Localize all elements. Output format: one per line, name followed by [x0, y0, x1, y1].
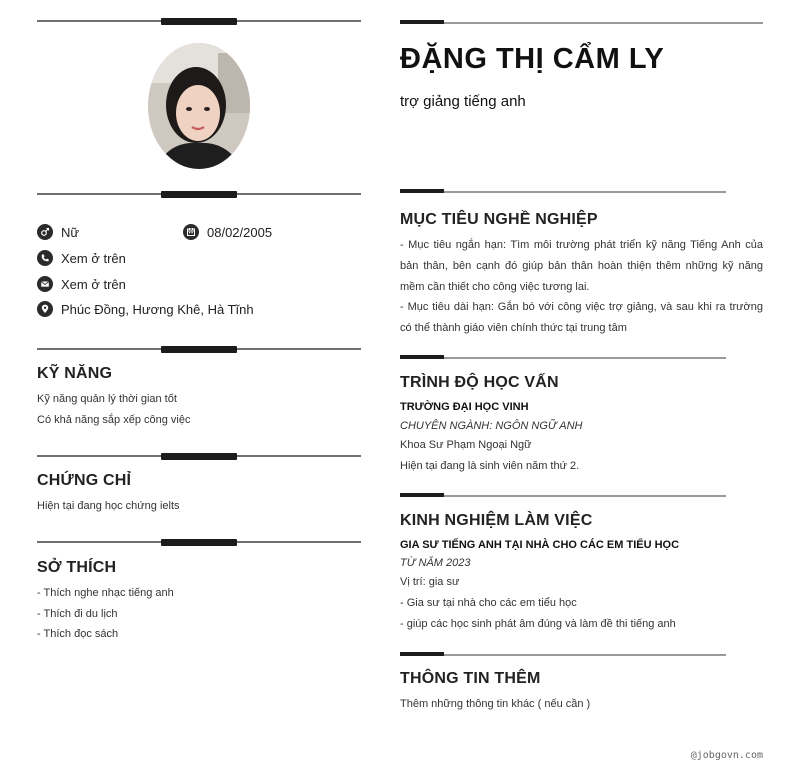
skill-item: Kỹ năng quản lý thời gian tốt — [37, 393, 177, 405]
objective-long-term: - Mục tiêu dài hạn: Gắn bó với công việc trợ giảng, và sau khi ra trường có thể thành giáo viên chính thức tại trung tâm — [400, 301, 763, 334]
calendar-icon — [183, 224, 199, 240]
hobbies-title: SỞ THÍCH — [37, 559, 117, 576]
email-value: Xem ở trên — [61, 276, 126, 292]
phone-icon — [37, 250, 53, 266]
skill-item: Có khả năng sắp xếp công việc — [37, 414, 191, 426]
objective-title: MỤC TIÊU NGHỀ NGHIỆP — [400, 211, 598, 228]
divider-skills — [37, 343, 361, 355]
experience-title: KINH NGHIỆM LÀM VIỆC — [400, 512, 593, 529]
email-row — [37, 276, 126, 292]
hobby-item: - Thích đọc sách — [37, 628, 119, 640]
candidate-name: ĐẶNG THỊ CẨM LY — [400, 43, 665, 75]
address-value: Phúc Đồng, Hương Khê, Hà Tĩnh — [61, 301, 254, 317]
education-major: CHUYÊN NGÀNH: NGÔN NGỮ ANH — [400, 420, 583, 432]
divider-certificates — [37, 450, 361, 462]
email-icon — [37, 276, 53, 292]
divider-extra — [400, 652, 726, 660]
address-row — [37, 301, 254, 317]
experience-position: Vị trí: gia sư — [400, 576, 460, 588]
location-icon — [37, 301, 53, 317]
divider-header — [400, 20, 763, 28]
avatar — [148, 43, 250, 169]
extra-text: Thêm những thông tin khác ( nếu cần ) — [400, 698, 591, 710]
hobby-item: - Thích nghe nhạc tiếng anh — [37, 587, 174, 599]
gender-row — [37, 224, 79, 240]
divider-under-photo — [37, 188, 361, 200]
experience-job: GIA SƯ TIẾNG ANH TẠI NHÀ CHO CÁC EM TIỂU HỌC — [400, 539, 680, 551]
divider-education — [400, 355, 726, 363]
divider-top-left — [37, 15, 361, 27]
candidate-role: trợ giảng tiếng anh — [400, 93, 526, 110]
certificates-title: CHỨNG CHỈ — [37, 472, 132, 489]
education-faculty: Khoa Sư Phạm Ngoại Ngữ — [400, 439, 532, 451]
hobby-item: - Thích đi du lịch — [37, 608, 118, 620]
experience-period: TỪ NĂM 2023 — [400, 557, 471, 569]
education-status: Hiện tại đang là sinh viên năm thứ 2. — [400, 460, 580, 472]
education-school: TRƯỜNG ĐẠI HỌC VINH — [400, 401, 529, 413]
certificate-item: Hiện tại đang học chứng ielts — [37, 500, 180, 512]
divider-objective — [400, 189, 726, 197]
phone-row — [37, 250, 126, 266]
objective-short-term: - Mục tiêu ngắn hạn: Tìm môi trường phát triển kỹ năng Tiếng Anh của bản thân, bên cạnh đó giúp bản thân hoàn thiện thêm những kỹ năng mềm cần thiết cho công việc tương lai. — [400, 239, 763, 293]
skills-title: KỸ NĂNG — [37, 365, 113, 382]
gender-icon — [37, 224, 53, 240]
phone-value: Xem ở trên — [61, 250, 126, 266]
experience-detail: - Gia sư tại nhà cho các em tiểu học — [400, 597, 577, 609]
education-title: TRÌNH ĐỘ HỌC VẤN — [400, 374, 559, 391]
watermark: @jobgovn.com — [690, 750, 763, 761]
birthdate-value: 08/02/2005 — [207, 224, 273, 240]
avatar-image — [148, 43, 250, 169]
extra-title: THÔNG TIN THÊM — [400, 670, 541, 687]
divider-experience — [400, 493, 726, 501]
birthdate-row — [183, 224, 272, 240]
divider-hobbies — [37, 536, 361, 548]
gender-value: Nữ — [61, 224, 80, 240]
experience-detail: - giúp các học sinh phát âm đúng và làm đề thi tiếng anh — [400, 618, 676, 630]
